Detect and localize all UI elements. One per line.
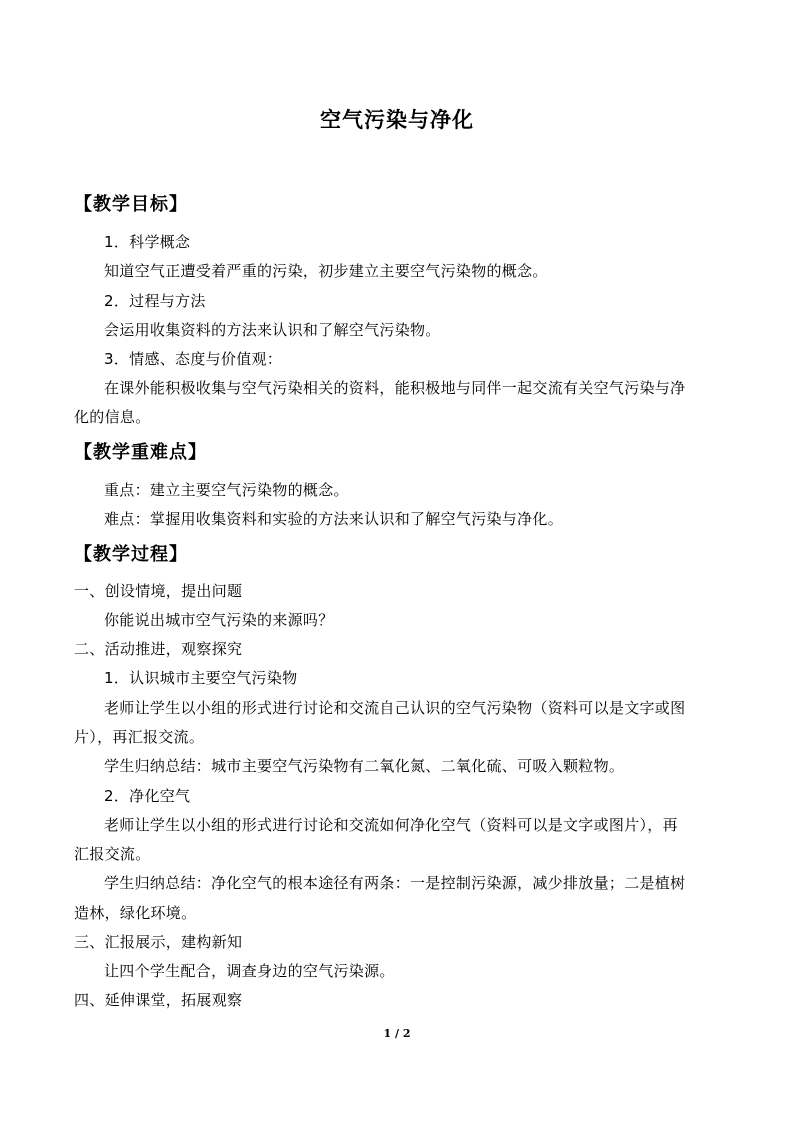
process-step-2-1-heading: 1．认识城市主要空气污染物: [104, 669, 298, 687]
goal-3-heading: 3．情感、态度与价值观：: [104, 350, 283, 368]
key-point-focus: 重点：建立主要空气污染物的概念。: [104, 481, 349, 499]
process-step-3-heading: 三、汇报展示，建构新知: [74, 933, 243, 951]
goal-2-text: 会运用收集资料的方法来认识和了解空气污染物。: [104, 321, 441, 339]
process-step-1-heading: 一、创设情境，提出问题: [74, 582, 243, 600]
process-step-2-2-heading: 2．净化空气: [104, 787, 191, 805]
goal-3-text-line-1: 在课外能积极收集与空气污染相关的资料，能积极地与同伴一起交流有关空气污染与净: [104, 379, 686, 397]
process-step-2-2-summary-line-2: 造林，绿化环境。: [74, 904, 197, 922]
document-title: 空气污染与净化: [320, 107, 474, 132]
goal-3-text-line-2: 化的信息。: [74, 408, 151, 426]
process-step-4-heading: 四、延伸课堂，拓展观察: [74, 991, 243, 1009]
process-step-2-1-text-line-2: 片），再汇报交流。: [74, 728, 205, 746]
section-heading-key-points: 【教学重难点】: [74, 442, 207, 463]
process-step-2-2-text-line-1: 老师让学生以小组的形式进行讨论和交流如何净化空气（资料可以是文字或图片），再: [104, 816, 678, 834]
page-number: 1 / 2: [383, 1027, 411, 1040]
goal-2-heading: 2．过程与方法: [104, 292, 206, 310]
process-step-2-heading: 二、活动推进，观察探究: [74, 640, 243, 658]
process-step-1-text: 你能说出城市空气污染的来源吗？: [104, 611, 334, 629]
goal-1-heading: 1．科学概念: [104, 233, 191, 251]
goal-1-text: 知道空气正遭受着严重的污染，初步建立主要空气污染物的概念。: [104, 262, 548, 280]
process-step-3-text: 让四个学生配合，调查身边的空气污染源。: [104, 962, 395, 980]
section-heading-goals: 【教学目标】: [74, 194, 188, 215]
process-step-2-1-text-line-1: 老师让学生以小组的形式进行讨论和交流自己认识的空气污染物（资料可以是文字或图: [104, 699, 686, 717]
process-step-2-2-summary-line-1: 学生归纳总结：净化空气的根本途径有两条：一是控制污染源，减少排放量；二是植树: [104, 874, 686, 892]
process-step-2-2-text-line-2: 汇报交流。: [74, 845, 151, 863]
process-step-2-1-summary: 学生归纳总结：城市主要空气污染物有二氧化氮、二氧化硫、可吸入颗粒物。: [104, 757, 625, 775]
section-heading-process: 【教学过程】: [74, 544, 188, 565]
key-point-difficulty: 难点：掌握用收集资料和实验的方法来认识和了解空气污染与净化。: [104, 510, 564, 528]
